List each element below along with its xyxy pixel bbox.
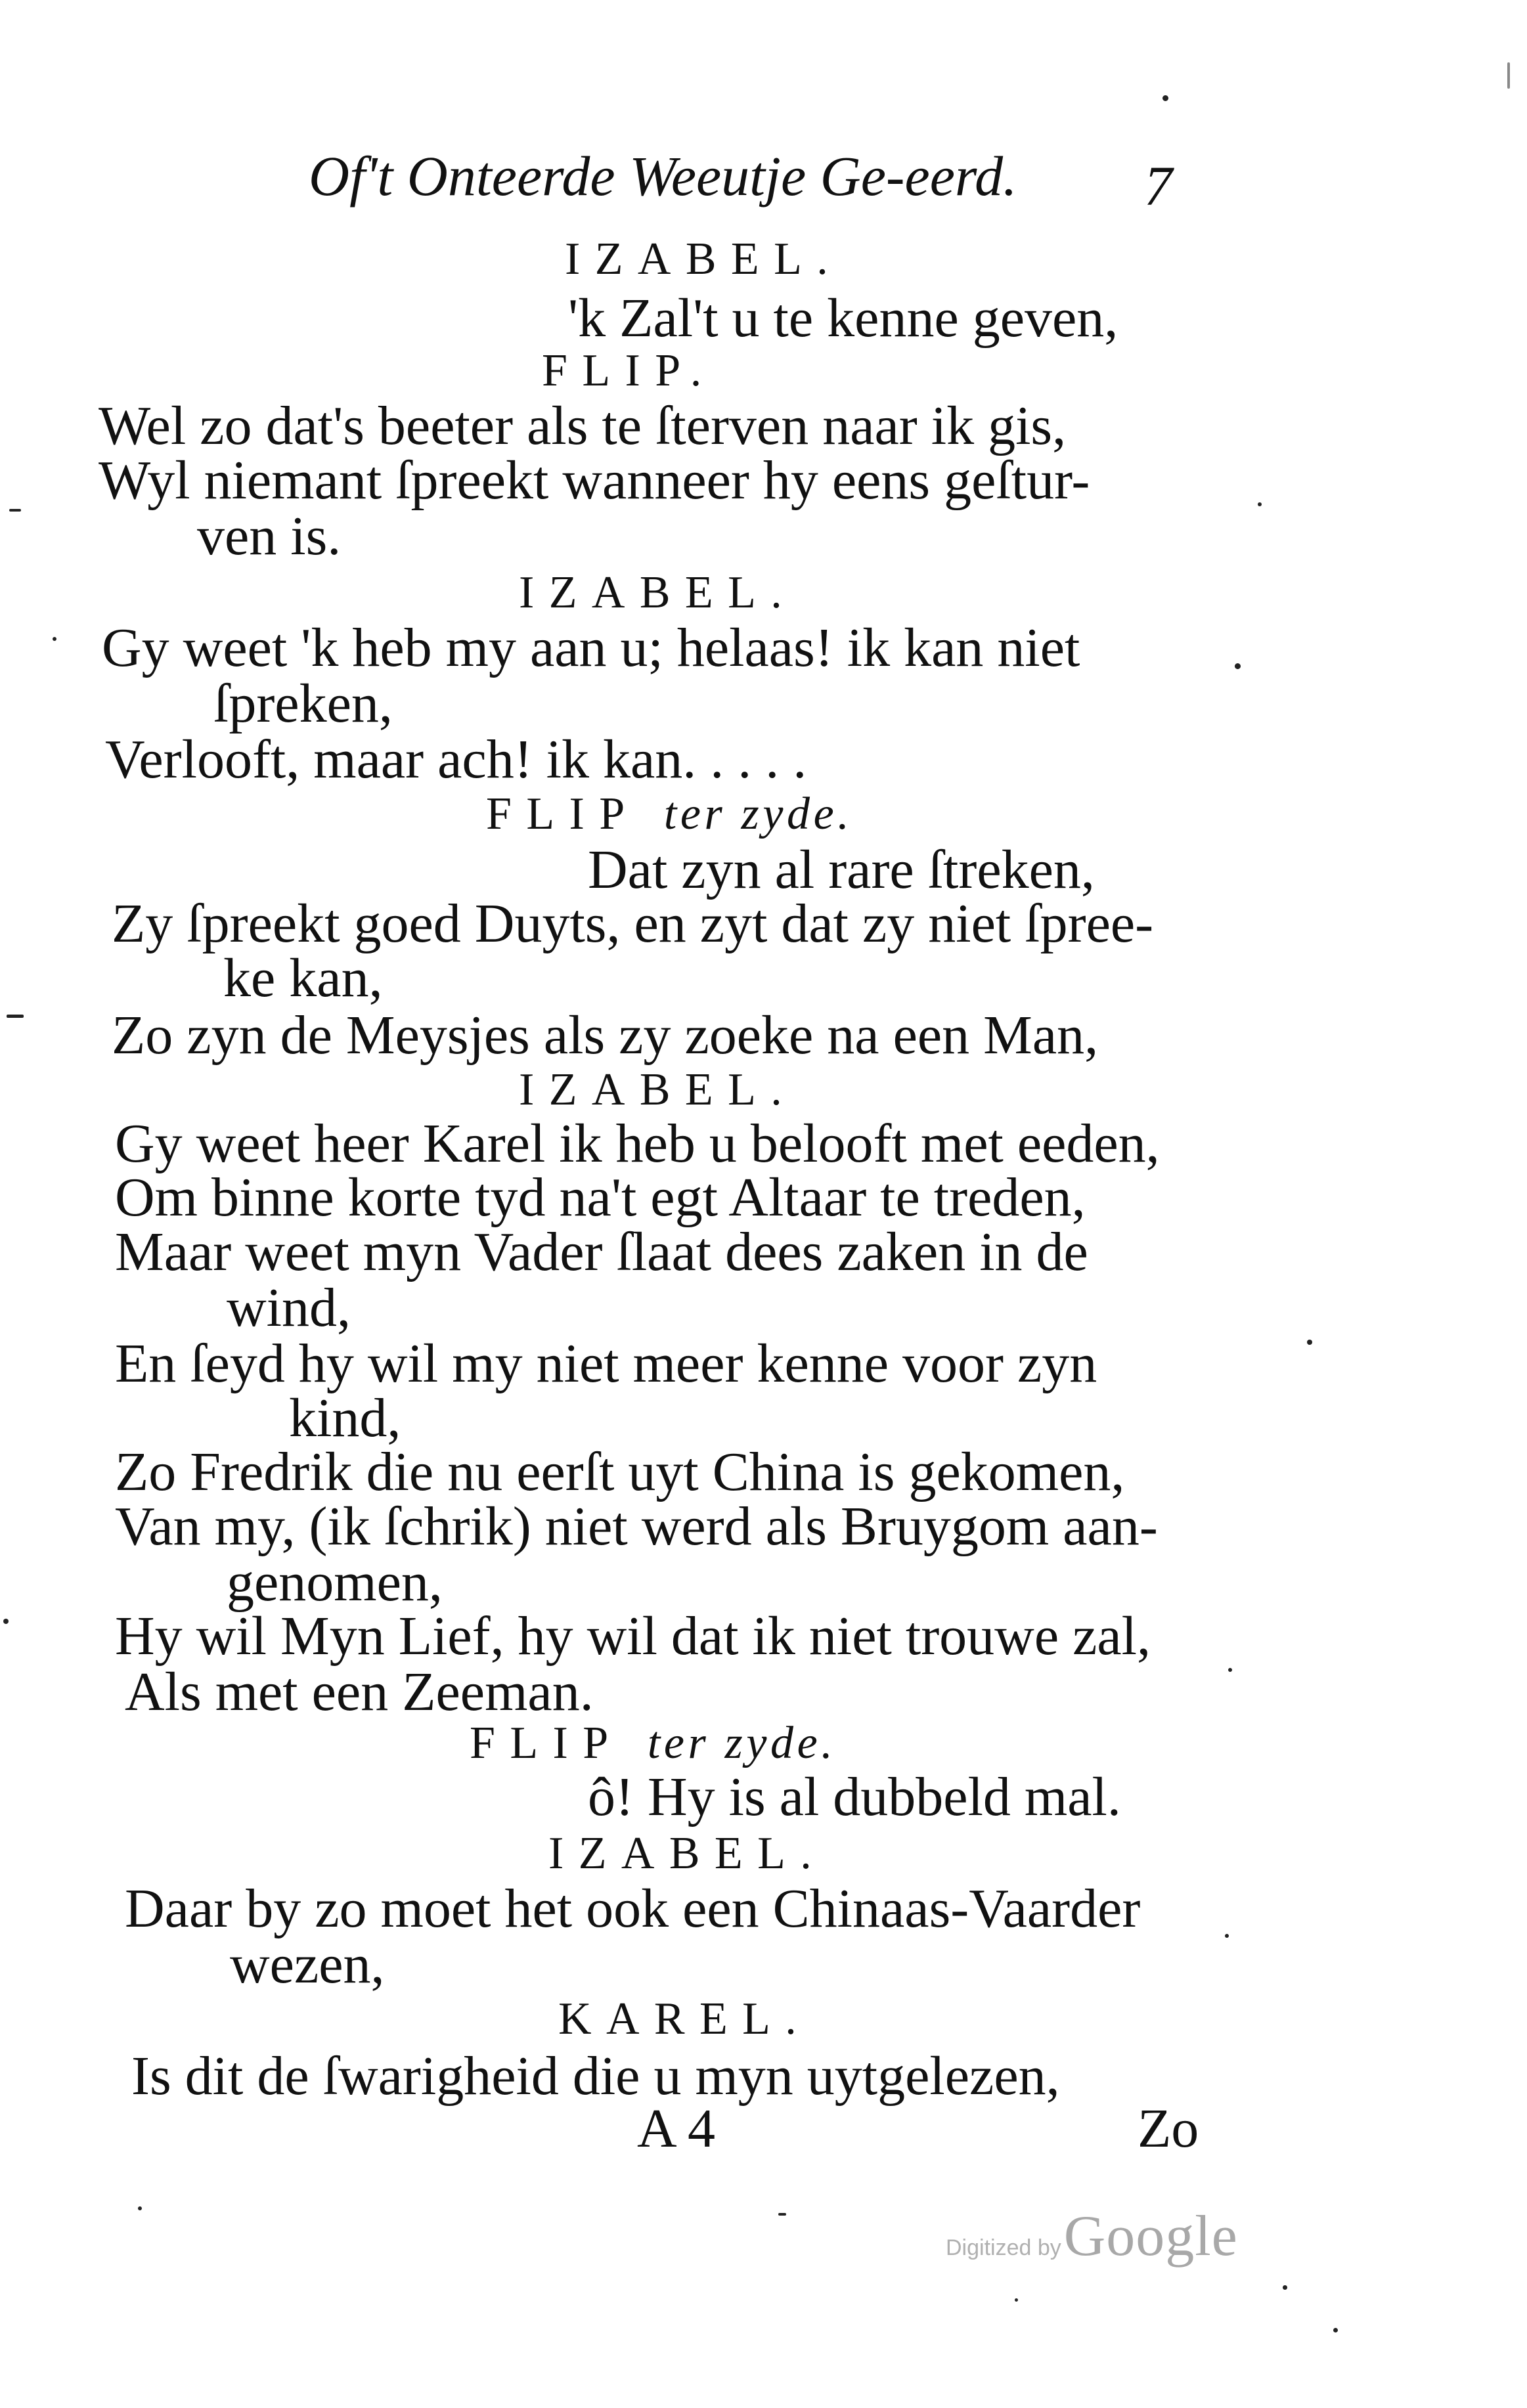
verse-line: genomen, (227, 1552, 443, 1613)
verse-line: ſpreken, (213, 673, 393, 734)
verse-line: ke kan, (223, 948, 383, 1009)
signature-mark: A 4 (637, 2098, 716, 2159)
verse-line: ven is. (197, 506, 342, 567)
scan-speck (1307, 1340, 1312, 1345)
scan-speck (1283, 2285, 1287, 2290)
page-number: 7 (1144, 154, 1172, 217)
verse-line: ô! Hy is al dubbeld mal. (588, 1766, 1121, 1828)
speaker-izabel: IZABEL. (548, 1828, 827, 1879)
verse-line: Gy weet heer Karel ik heb u belooft met eeden, (115, 1113, 1160, 1174)
speaker-flip-aside (486, 791, 852, 837)
speaker-flip: FLIP. (542, 345, 717, 396)
verse-line: Zo zyn de Meysjes als zy zoeke na een Man, (112, 1005, 1099, 1066)
speaker-name: FLIP (470, 1718, 621, 1768)
scan-speck (1507, 62, 1510, 89)
verse-line: Wel zo dat's beeter als te ſterven naar ik gis, (99, 395, 1067, 456)
verse-line: En ſeyd hy wil my niet meer kenne voor zyn (115, 1333, 1097, 1394)
verse-line: Daar by zo moet het ook een Chinaas-Vaarder (125, 1878, 1141, 1939)
verse-line: wezen, (230, 1934, 385, 1995)
verse-line: Gy weet 'k heb my aan u; helaas! ik kan niet (102, 617, 1080, 678)
verse-line: Verlooft, maar ach! ik kan. . . . . (105, 729, 807, 790)
scan-speck (1225, 1934, 1229, 1938)
catchword: Zo (1138, 2098, 1199, 2159)
stage-direction: ter zyde. (647, 1718, 837, 1768)
scan-speck (53, 637, 56, 641)
verse-line: Van my, (ik ſchrik) niet werd als Bruygom aan- (115, 1496, 1158, 1557)
scan-speck (9, 509, 21, 512)
scan-speck (138, 2206, 142, 2210)
verse-line: Wyl niemant ſpreekt wanneer hy eens geſtur- (99, 450, 1090, 511)
speaker-name: FLIP (486, 789, 638, 839)
verse-line: Zo Fredrik die nu eerſt uyt China is gekomen, (115, 1441, 1125, 1502)
scan-speck (3, 1619, 9, 1624)
verse-line: Hy wil Myn Lief, hy wil dat ik niet trouwe zal, (115, 1606, 1151, 1667)
scan-speck (1258, 502, 1262, 506)
scan-speck (1228, 1668, 1232, 1672)
scan-speck (1235, 663, 1241, 669)
speaker-flip-aside (470, 1720, 836, 1766)
verse-line: Is dit de ſwarigheid die u myn uytgelezen, (131, 2046, 1060, 2107)
running-title: Of't Onteerde Weeutje Ge-eerd. (309, 144, 1017, 208)
verse-line: Om binne korte tyd na't egt Altaar te treden, (115, 1167, 1086, 1228)
scan-speck (1015, 2298, 1018, 2302)
verse-line: 'k Zal't u te kenne geven, (568, 288, 1118, 349)
speaker-karel: KAREL. (558, 1994, 812, 2044)
verse-line: Zy ſpreekt goed Duyts, en zyt dat zy niet ſpree- (112, 893, 1154, 954)
scan-speck (7, 1015, 24, 1018)
verse-line: wind, (227, 1277, 351, 1338)
speaker-izabel: IZABEL. (519, 567, 797, 618)
watermark-prefix: Digitized by (946, 2235, 1061, 2260)
stage-direction: ter zyde. (663, 789, 853, 839)
google-watermark (946, 2203, 1238, 2269)
scan-speck (1333, 2328, 1338, 2332)
verse-line: Als met een Zeeman. (125, 1661, 594, 1722)
verse-line: Dat zyn al rare ſtreken, (588, 839, 1095, 900)
scan-speck (1162, 95, 1168, 101)
watermark-brand: Google (1063, 2204, 1238, 2268)
verse-line: Maar weet myn Vader ſlaat dees zaken in de (115, 1221, 1088, 1282)
scan-speck (778, 2213, 786, 2216)
verse-line: kind, (289, 1388, 401, 1449)
speaker-izabel: IZABEL. (519, 1064, 797, 1115)
speaker-izabel: IZABEL. (565, 234, 843, 284)
